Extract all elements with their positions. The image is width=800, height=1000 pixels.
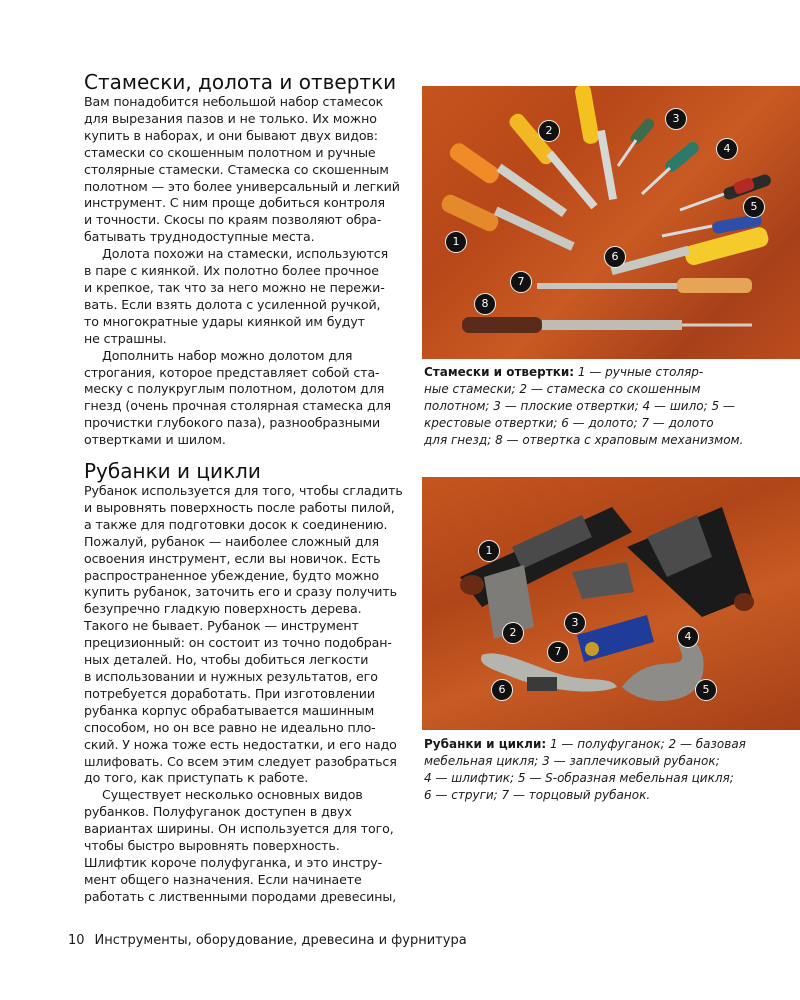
section-chisels [84,70,404,449]
marker-5: 5 [695,679,717,701]
chisels-photo [422,86,800,359]
section-title: Рубанки и цикли [84,459,261,483]
paragraph: Существует несколько основных видов рубанков. Полуфуганок доступен в двух вариантах ширины. Он используется для того, чтобы быстро выровнять поверхность. Шлифтик короче полуфуганка, и это инстру- мент общего назначения. Если начинаете работать с лиственными породами древесины, [84,787,397,904]
paragraph: Вам понадобится небольшой набор стамесок для вырезания пазов и не только. Их можно купить в наборах, и они бывают двух видов: стамески со скошенным полотном и ручные столярные стамески. Стамеска со скошенным полотном — это более универсальный и легкий инструмент. С ним проще добиться контроля и точности. Скосы по краям позволяют обра- батывать труднодоступные места. [84,94,400,245]
marker-7: 7 [547,641,569,663]
caption-chisels [424,364,800,449]
marker-2: 2 [502,622,524,644]
marker-1: 1 [478,540,500,562]
paragraph: Долота похожи на стамески, используются в паре с киянкой. Их полотно более прочное и крепкое, так что за него можно не пережи- вать. Если взять долота с усиленной ручкой, то многократные удары киянкой им будут не страшны. [84,246,389,346]
marker-3: 3 [564,612,586,634]
marker-5: 5 [743,196,765,218]
running-title: Инструменты, оборудование, древесина и фурнитура [94,933,467,948]
caption-heading: Стамески и отвертки: [424,365,575,379]
caption-text: 1 — ручные столяр- ные стамески; 2 — стамеска со скошенным полотном; 3 — плоские отвертки; 4 — шило; 5 — крестовые отвертки; 6 — долото; 7 — долото для гнезд; 8 — отвертка с храповым механизмом. [424,365,744,447]
section-planes [84,459,404,906]
bevel-chisel-2 [574,86,617,200]
marker-7: 7 [510,271,532,293]
page-footer [68,932,467,950]
marker-3: 3 [665,108,687,130]
caption-planes [424,736,800,804]
planes-photo [422,477,800,730]
marker-4: 4 [677,626,699,648]
marker-8: 8 [474,293,496,315]
marker-2: 2 [538,120,560,142]
marker-1: 1 [445,231,467,253]
chisels-illustration [422,86,800,359]
page-number: 10 [68,933,85,948]
marker-6: 6 [491,679,513,701]
marker-4: 4 [716,138,738,160]
paragraph: Рубанок используется для того, чтобы сгладить и выровнять поверхность после работы пилой, а также для подготовки досок к соединению. Пожалуй, рубанок — наиболее сложный для освоения инструмент, если вы новичок. Есть распространенное убеждение, будто можно купить рубанок, заточить его и сразу получить безупречно гладкую поверхность дерева. Такого не бывает. Рубанок — инструмент прецизионный: он состоит из точно подобран- ных деталей. Но, чтобы добиться легкости в использовании и нужных результатов, его потребуется доработать. При изготовлении рубанка корпус обрабатывается машинным способом, но он все равно не идеально пло- ский. У ножа тоже есть недостатки, и его надо шлифовать. Со всем этим следует разобраться до того, как приступать к работе. [84,483,403,786]
caption-heading: Рубанки и цикли: [424,737,547,751]
caption-text: 1 — полуфуганок; 2 — базовая мебельная цикля; 3 — заплечиковый рубанок; 4 — шлифтик; 5 — S-образная мебельная цикля; 6 — струги; 7 — торцовый рубанок. [424,737,746,802]
section-title: Стамески, долота и отвертки [84,70,397,94]
paragraph: Дополнить набор можно долотом для строгания, которое представляет собой ста- меску с полукруглым полотном, долотом для гнезд (очень прочная столярная стамеска для прочистки глубокого паза), разнообразными отвертками и шилом. [84,347,392,448]
marker-6: 6 [604,246,626,268]
planes-illustration [422,477,800,730]
